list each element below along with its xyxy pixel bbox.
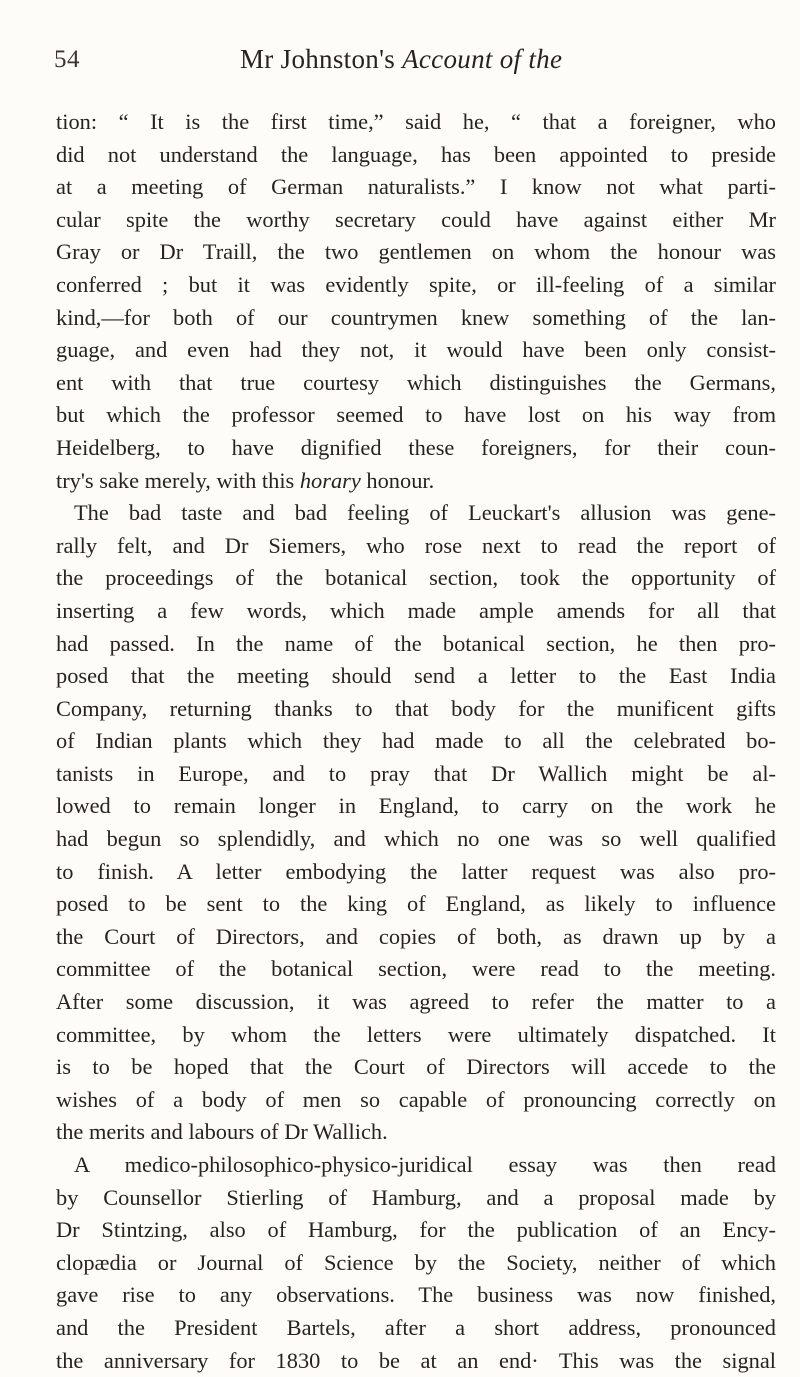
text-line: posed that the meeting should send a letter to the East India [56,663,776,689]
text-line: conferred ; but it was evidently spite, or ill-feeling of a similar [56,271,776,297]
text-line: and the President Bartels, after a short address, pronounced [56,1314,776,1340]
text-fragment: try's sake merely, with this [56,467,300,493]
text-line: kind,—for both of our countrymen knew something of the lan- [56,304,776,330]
text-line: Gray or Dr Traill, the two gentlemen on whom the honour was [56,239,776,265]
text-line: did not understand the language, has been appointed to preside [56,141,776,167]
text-line: is to be hoped that the Court of Directors will accede to the [56,1054,776,1080]
text-line: guage, and even had they not, it would have been only consist- [56,337,776,363]
body-text [56,106,776,1377]
text-line: Dr Stintzing, also of Hamburg, for the publication of an Ency- [56,1217,776,1243]
text-line: inserting a few words, which made ample amends for all that [56,597,776,623]
text-line: to finish. A letter embodying the latter request was also pro- [56,858,776,884]
text-line: wishes of a body of men so capable of pronouncing correctly on [56,1086,776,1112]
text-line: Company, returning thanks to that body for the munificent gifts [56,695,776,721]
text-line: by Counsellor Stierling of Hamburg, and a proposal made by [56,1184,776,1210]
text-line: ent with that true courtesy which distinguishes the Germans, [56,369,776,395]
running-title [240,44,562,75]
text-line: tanists in Europe, and to pray that Dr Wallich might be al- [56,760,776,786]
page-number: 54 [54,46,80,73]
paragraph-start-line: The bad taste and bad feeling of Leuckart's allusion was gene- [74,500,776,526]
text-line: posed to be sent to the king of England, as likely to influence [56,891,776,917]
italic-word: horary [299,467,361,493]
running-title-plain: Mr Johnston's [240,44,396,74]
text-line: rally felt, and Dr Siemers, who rose next to read the report of [56,532,776,558]
text-line: the merits and labours of Dr Wallich. [56,1119,388,1145]
text-line: had begun so splendidly, and which no one was so well qualified [56,826,776,852]
text-line: the Court of Directors, and copies of both, as drawn up by a [56,923,776,949]
text-line: of Indian plants which they had made to all the celebrated bo- [56,728,776,754]
text-fragment: honour. [360,467,435,493]
paragraph-start-line: A medico-philosophico-physico-juridical essay was then read [74,1152,776,1177]
text-line: lowed to remain longer in England, to carry on the work he [56,793,776,819]
text-line: but which the professor seemed to have lost on his way from [56,402,776,428]
text-line: committee, by whom the letters were ultimately dispatched. It [56,1021,776,1047]
text-line: the proceedings of the botanical section, took the opportunity of [56,565,776,591]
text-line: After some discussion, it was agreed to refer the matter to a [56,989,776,1015]
text-line: Heidelberg, to have dignified these foreigners, for their coun- [56,434,776,460]
text-line: committee of the botanical section, were read to the meeting. [56,956,776,982]
text-line: clopædia or Journal of Science by the Society, neither of which [56,1249,776,1275]
text-line: tion: “ It is the first time,” said he, “ that a foreigner, who [56,109,776,134]
text-line [56,465,776,498]
text-line: the anniversary for 1830 to be at an end· This was the signal [56,1347,776,1373]
running-head [54,44,664,84]
text-line: cular spite the worthy secretary could have against either Mr [56,206,776,232]
text-line: gave rise to any observations. The business was now finished, [56,1282,776,1308]
running-title-italic: Account of the [402,44,563,74]
text-line: had passed. In the name of the botanical section, he then pro- [56,630,776,656]
text-line: at a meeting of German naturalists.” I know not what parti- [56,174,776,200]
